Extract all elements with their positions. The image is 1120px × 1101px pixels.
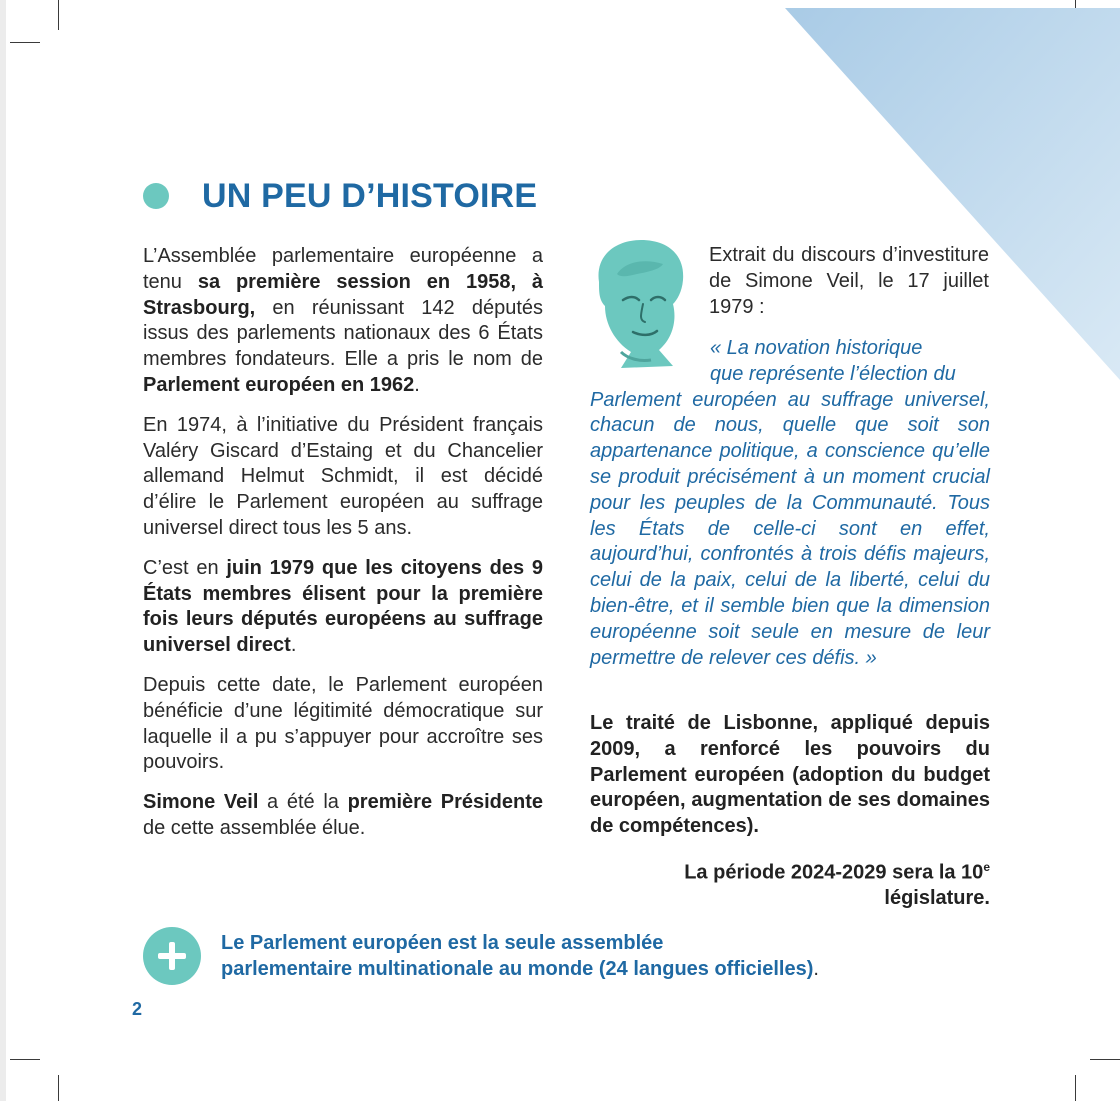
crop-mark bbox=[58, 1075, 59, 1101]
speech-intro: Extrait du discours d’investiture de Simone Veil, le 17 juillet 1979 : bbox=[709, 244, 989, 318]
left-column bbox=[143, 244, 543, 856]
section-heading bbox=[143, 176, 537, 216]
crop-mark bbox=[10, 1059, 40, 1060]
bullet-dot-icon bbox=[143, 183, 169, 209]
plus-icon bbox=[143, 927, 201, 985]
page-title: UN PEU D’HISTOIRE bbox=[202, 176, 538, 215]
lisbon-treaty-text: Le traité de Lisbonne, appliqué depuis 2009, a renforcé les pouvoirs du Parlement européen (adoption du budget européen, augmentation de ses domaines de compétences). bbox=[590, 712, 990, 838]
key-fact: Le Parlement européen est la seule assemblée parlementaire multinationale au monde (24 langues officielles). bbox=[221, 932, 819, 980]
paragraph-2: En 1974, à l’initiative du Président français Valéry Giscard d’Estaing et du Chancelier allemand Helmut Schmidt, il est décidé d’élire le Parlement européen au suffrage universel direct tous les 5 ans. bbox=[143, 413, 543, 539]
crop-mark bbox=[1075, 1075, 1076, 1101]
paragraph-5: Simone Veil a été la première Présidente de cette assemblée élue. bbox=[143, 791, 544, 839]
paragraph-3: C’est en juin 1979 que les citoyens des 9 États membres élisent pour la première fois leurs députés européens au suffrage universel direct. bbox=[143, 556, 543, 657]
paragraph-4: Depuis cette date, le Parlement européen bénéficie d’une légitimité démocratique sur laquelle il a pu s’appuyer pour accroître ses pouvoirs. bbox=[143, 673, 543, 774]
crop-mark bbox=[1090, 1059, 1120, 1060]
speech-quote: « La novation historique que représente l’élection du Parlement européen au suffrage universel, chacun de nous, quelle que soit son appartenance politique, a conscience qu’elle se produit précisément à un moment crucial pour les peuples de la Communauté. Tous les États de celle-ci sont en effet, aujourd’hui, confrontés à trois défis majeurs, celui de la paix, celui de la liberté, celui du bien-être, et il semble bien que la dimension européenne soit seule en mesure de leur permettre de relever ces défis. » bbox=[590, 337, 990, 669]
legislature-text: La période 2024-2029 sera la 10e législature. bbox=[684, 860, 990, 910]
paragraph-1: L’Assemblée parlementaire européenne a tenu sa première session en 1958, à Strasbourg, en réunissant 142 députés issus des parlements nationaux des 6 États membres fondateurs. Elle a pris le nom de Parlement européen en 1962. bbox=[143, 245, 544, 396]
page-number: 2 bbox=[132, 999, 143, 1019]
